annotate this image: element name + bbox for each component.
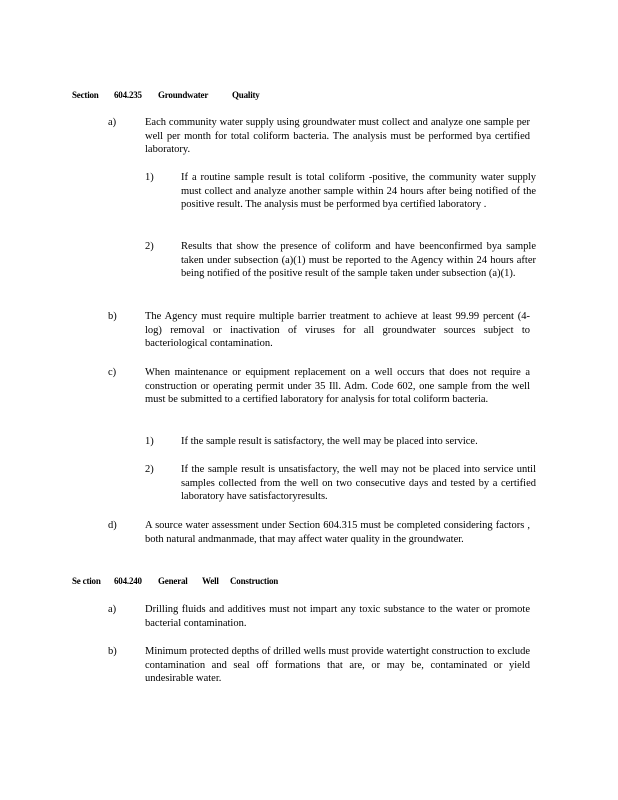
subsection-text-240-b: Minimum protected depths of drilled wells must provide watertight construction to exclude contamination and seal off formations that are, or may be, contaminated or yield undesirable water. [145,646,530,684]
section-title-word: Construction [230,576,279,586]
item-label-a2: 2) [145,241,154,252]
subsection-label-b: b) [108,311,117,322]
section-label: Se ction [72,576,101,586]
subsection-label-240-a: a) [108,604,117,615]
section-604-240-heading [72,575,279,589]
section-title-word: General [158,576,188,586]
subsection-label-a: a) [108,117,117,128]
item-text-c2: If the sample result is unsatisfactory, the well may not be placed into service until samples collected from the well on two consecutive days and tested by a certified laboratory have satisfactoryresults. [181,464,536,502]
section-title-word: Groundwater [158,90,209,100]
section-number: 604.240 [114,576,142,586]
section-title-word: Well [202,576,219,586]
section-number: 604.235 [114,90,142,100]
subsection-label-240-b: b) [108,646,117,657]
section-label: Section [72,90,99,100]
item-label-a1: 1) [145,172,154,183]
subsection-text-b: The Agency must require multiple barrier treatment to achieve at least 99.99 percent (4-log) removal or inactivation of viruses for all groundwater sources subject to bacteriological contamination. [145,311,530,349]
subsection-label-c: c) [108,367,117,378]
subsection-text-d: A source water assessment under Section 604.315 must be completed considering factors , both natural andmanmade, that may affect water quality in the groundwater. [145,520,530,545]
subsection-label-d: d) [108,520,117,531]
item-text-c1: If the sample result is satisfactory, the well may be placed into service. [181,436,478,447]
subsection-text-a: Each community water supply using groundwater must collect and analyze one sample per well per month for total coliform bacteria. The analysis must be performed bya certified laboratory. [145,117,530,155]
item-label-c2: 2) [145,464,154,475]
item-text-a1: If a routine sample result is total coliform -positive, the community water supply must collect and analyze another sample within 24 hours after being notified of the positive result. The analysis must be performed bya certified laboratory . [181,172,536,210]
item-label-c1: 1) [145,436,154,447]
item-text-a2: Results that show the presence of coliform and have beenconfirmed bya sample taken under subsection (a)(1) must be reported to the Agency within 24 hours after being notified of the positive result of the sample taken under subsection (a)(1). [181,241,536,279]
section-604-235-heading [72,89,260,103]
subsection-text-c: When maintenance or equipment replacement on a well occurs that does not require a construction or operating permit under 35 Ill. Adm. Code 602, one sample from the well must be submitted to a certified laboratory for analysis for total coliform bacteria. [145,367,530,405]
section-title-word: Quality [232,90,260,100]
subsection-text-240-a: Drilling fluids and additives must not impart any toxic substance to the water or promote bacterial contamination. [145,604,530,629]
